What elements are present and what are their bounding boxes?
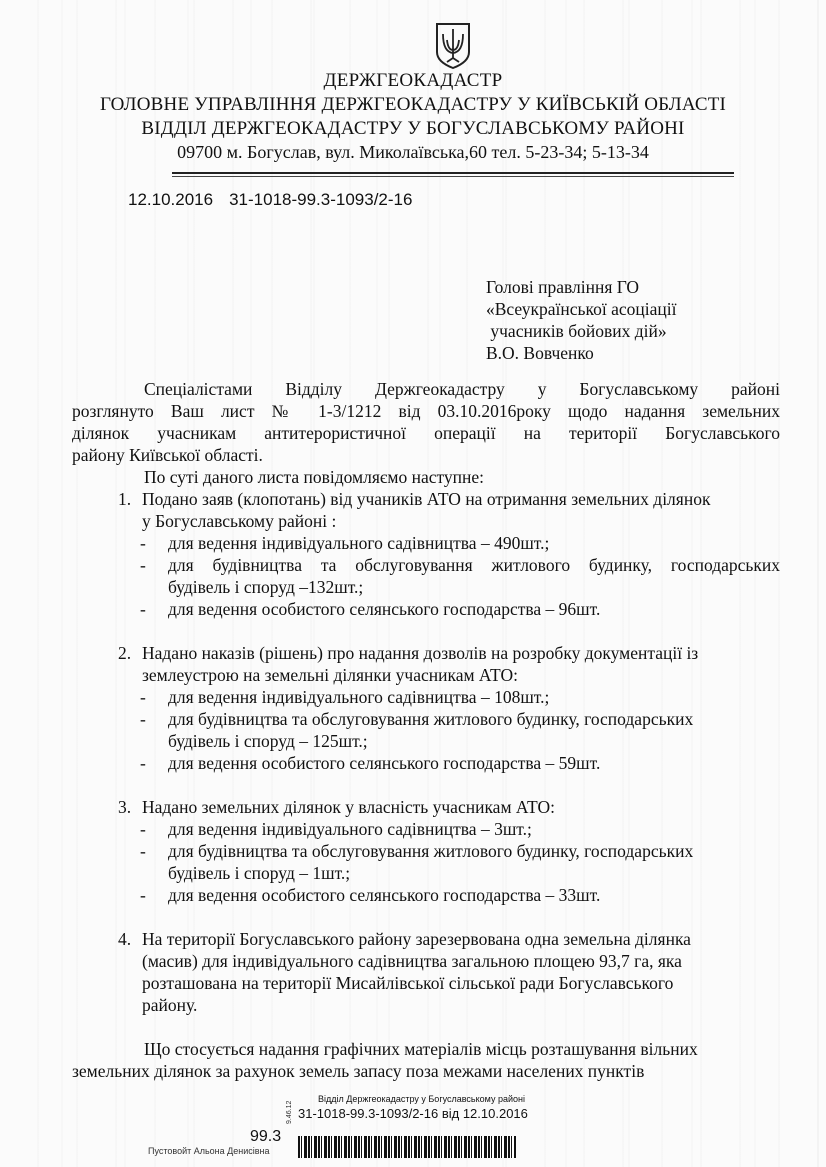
addressee-line: учасників бойових дій»	[486, 321, 667, 341]
list-dash: -	[140, 533, 146, 553]
barcode-side-label: 9.46.12	[286, 1100, 293, 1124]
barcode-icon	[298, 1136, 516, 1158]
header-district-department: ВІДДІЛ ДЕРЖГЕОКАДАСТРУ У БОГУСЛАВСЬКОМУ РАЙОНІ	[141, 118, 685, 139]
section-text: На території Богуславського району зарезервована одна земельна ділянка	[142, 929, 691, 949]
list-item-text: для будівництва та обслуговування житлового будинку, господарських	[168, 841, 694, 861]
intro-paragraph: розглянуто Ваш лист № 1-3/1212 від 03.10.2016року щодо надання земельних	[72, 401, 780, 421]
section-2	[72, 642, 780, 664]
section-text: Надано земельних ділянок у власність учасникам АТО:	[142, 797, 555, 817]
executor-name: Пустовойт Альона Денисівна	[148, 1146, 270, 1156]
list-dash: -	[140, 819, 146, 839]
list-item	[72, 686, 780, 708]
list-item	[72, 840, 780, 862]
list-item-text: для будівництва та обслуговування житлового будинку, господарських	[168, 555, 780, 575]
section-4	[72, 950, 780, 972]
section-number: 2.	[118, 643, 132, 663]
addressee-line: Голові правління ГО	[486, 277, 640, 297]
section-text: у Богуславському районі :	[142, 511, 337, 531]
registration-number: 31-1018-99.3-1093/2-16	[229, 190, 413, 209]
intro-paragraph: ділянок учасникам антитерористичної операції на території Богуславського	[72, 423, 780, 443]
header-divider-thin	[172, 176, 734, 177]
section-number: 3.	[118, 797, 132, 817]
list-dash: -	[140, 885, 146, 905]
section-4	[72, 994, 780, 1016]
section-text: землеустрою на земельні ділянки учасникам АТО:	[142, 665, 518, 685]
section-number: 4.	[118, 929, 132, 949]
section-text: Надано наказів (рішень) про надання дозволів на розробку документації із	[142, 643, 699, 663]
list-item-text: будівель і споруд – 1шт.;	[168, 863, 351, 883]
list-item-text: будівель і споруд –132шт.;	[168, 577, 364, 597]
stamp-office: Відділ Держгеокадастру у Богуславському районі	[318, 1094, 525, 1104]
list-item-text: для ведення індивідуального садівництва – 3шт.;	[168, 819, 532, 839]
intro-paragraph: Спеціалістами Відділу Держгеокадастру у Богуславському районі	[144, 379, 780, 399]
list-item	[72, 598, 780, 620]
section-3	[72, 796, 780, 818]
list-item	[72, 884, 780, 906]
section-1	[72, 510, 780, 532]
list-item-text: для ведення особистого селянського господарства – 96шт.	[168, 599, 601, 619]
header-divider	[172, 172, 734, 174]
list-item-text: для ведення особистого селянського господарства – 33шт.	[168, 885, 601, 905]
section-2	[72, 664, 780, 686]
list-dash: -	[140, 555, 146, 575]
section-text: (масив) для індивідуального садівництва загальною площею 93,7 га, яка	[142, 951, 682, 971]
list-item	[72, 818, 780, 840]
addressee-line: «Всеукраїнської асоціації	[486, 299, 677, 319]
trident-emblem-icon	[433, 22, 473, 70]
list-item	[72, 708, 780, 730]
addressee-name: В.О. Вовченко	[486, 343, 594, 363]
intro-paragraph: району Київської області.	[72, 445, 263, 465]
list-dash: -	[140, 687, 146, 707]
closing-paragraph: Що стосується надання графічних матеріалів місць розташування вільних	[144, 1039, 698, 1059]
list-item	[72, 532, 780, 554]
section-text: розташована на території Мисайлівської сільської ради Богуславського	[142, 973, 674, 993]
letter-body	[72, 378, 780, 1082]
list-item	[72, 576, 780, 598]
section-text: Подано заяв (клопотань) від учаників АТО на отримання земельних ділянок	[142, 489, 711, 509]
list-item	[72, 862, 780, 884]
section-4	[72, 972, 780, 994]
list-dash: -	[140, 709, 146, 729]
section-1	[72, 488, 780, 510]
section-4	[72, 928, 780, 950]
list-item	[72, 554, 780, 576]
list-item-text: для ведення індивідуального садівництва – 490шт.;	[168, 533, 550, 553]
lead-sentence: По суті даного листа повідомляємо наступне:	[144, 467, 485, 487]
list-item-text: для ведення індивідуального садівництва – 108шт.;	[168, 687, 550, 707]
header-agency: ДЕРЖГЕОКАДАСТР	[323, 70, 503, 91]
registration-date: 12.10.2016	[128, 190, 214, 209]
header-main-department: ГОЛОВНЕ УПРАВЛІННЯ ДЕРЖГЕОКАДАСТРУ У КИЇВСЬКІЙ ОБЛАСТІ	[99, 94, 727, 115]
stamp-number: 31-1018-99.3-1093/2-16 від 12.10.2016	[298, 1106, 528, 1121]
list-dash: -	[140, 841, 146, 861]
list-dash: -	[140, 753, 146, 773]
list-item	[72, 730, 780, 752]
header-address: 09700 м. Богуслав, вул. Миколаївська,60 тел. 5-23-34; 5-13-34	[177, 142, 649, 162]
list-item-text: для будівництва та обслуговування житлового будинку, господарських	[168, 709, 694, 729]
closing-paragraph: земельних ділянок за рахунок земель запасу поза межами населених пунктів	[72, 1061, 645, 1081]
executor-code: 99.3	[250, 1128, 282, 1145]
registration-line	[128, 190, 428, 210]
list-dash: -	[140, 599, 146, 619]
section-text: району.	[142, 995, 198, 1015]
addressee-block	[486, 276, 676, 364]
list-item-text: будівель і споруд – 125шт.;	[168, 731, 368, 751]
list-item	[72, 752, 780, 774]
section-number: 1.	[118, 489, 132, 509]
list-item-text: для ведення особистого селянського господарства – 59шт.	[168, 753, 601, 773]
